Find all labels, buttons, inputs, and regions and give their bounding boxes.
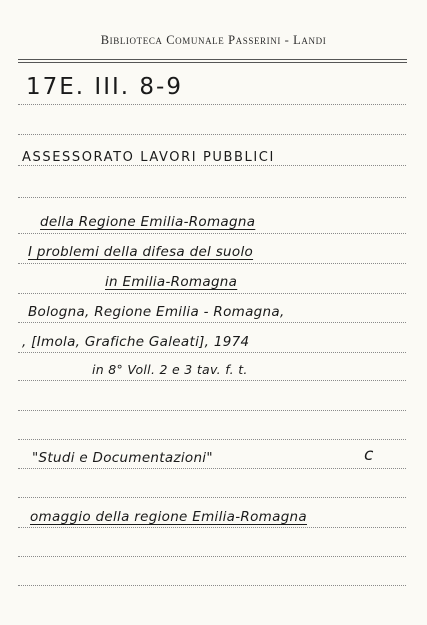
ruled-line <box>18 134 406 135</box>
shelfmark: 17E. III. 8-9 <box>26 74 183 100</box>
ruled-line <box>18 468 406 469</box>
ruled-line <box>18 233 406 234</box>
ruled-line <box>18 380 406 381</box>
ruled-line <box>18 497 406 498</box>
ruled-line <box>18 410 406 411</box>
ruled-line <box>18 527 406 528</box>
ruled-line <box>18 293 406 294</box>
entry-line-6: in 8° Voll. 2 e 3 tav. f. t. <box>92 362 248 377</box>
ruled-line <box>18 322 406 323</box>
ruled-line <box>18 104 406 105</box>
ruled-line <box>18 352 406 353</box>
library-header: Biblioteca Comunale Passerini - Landi <box>100 33 327 47</box>
ruled-line <box>18 439 406 440</box>
entry-line-3: in Emilia-Romagna <box>105 274 238 290</box>
ruled-line <box>18 263 406 264</box>
entry-line-4: Bologna, Regione Emilia - Romagna, <box>28 304 285 320</box>
ruled-line <box>18 585 406 586</box>
gift-note: omaggio della regione Emilia-Romagna <box>30 509 307 525</box>
ruled-line <box>18 165 406 166</box>
entry-line-2: I problemi della difesa del suolo <box>28 244 254 260</box>
entry-line-1: della Regione Emilia-Romagna <box>40 214 256 230</box>
heading-author: ASSESSORATO LAVORI PUBBLICI <box>22 150 275 165</box>
entry-line-5: , [Imola, Grafiche Galeati], 1974 <box>22 334 250 350</box>
ruled-line <box>18 197 406 198</box>
header-rule <box>18 59 407 60</box>
series-statement: "Studi e Documentazioni" <box>32 450 213 466</box>
ruled-line <box>18 556 406 557</box>
header-rule-double <box>18 62 407 63</box>
series-mark: c <box>364 445 374 465</box>
